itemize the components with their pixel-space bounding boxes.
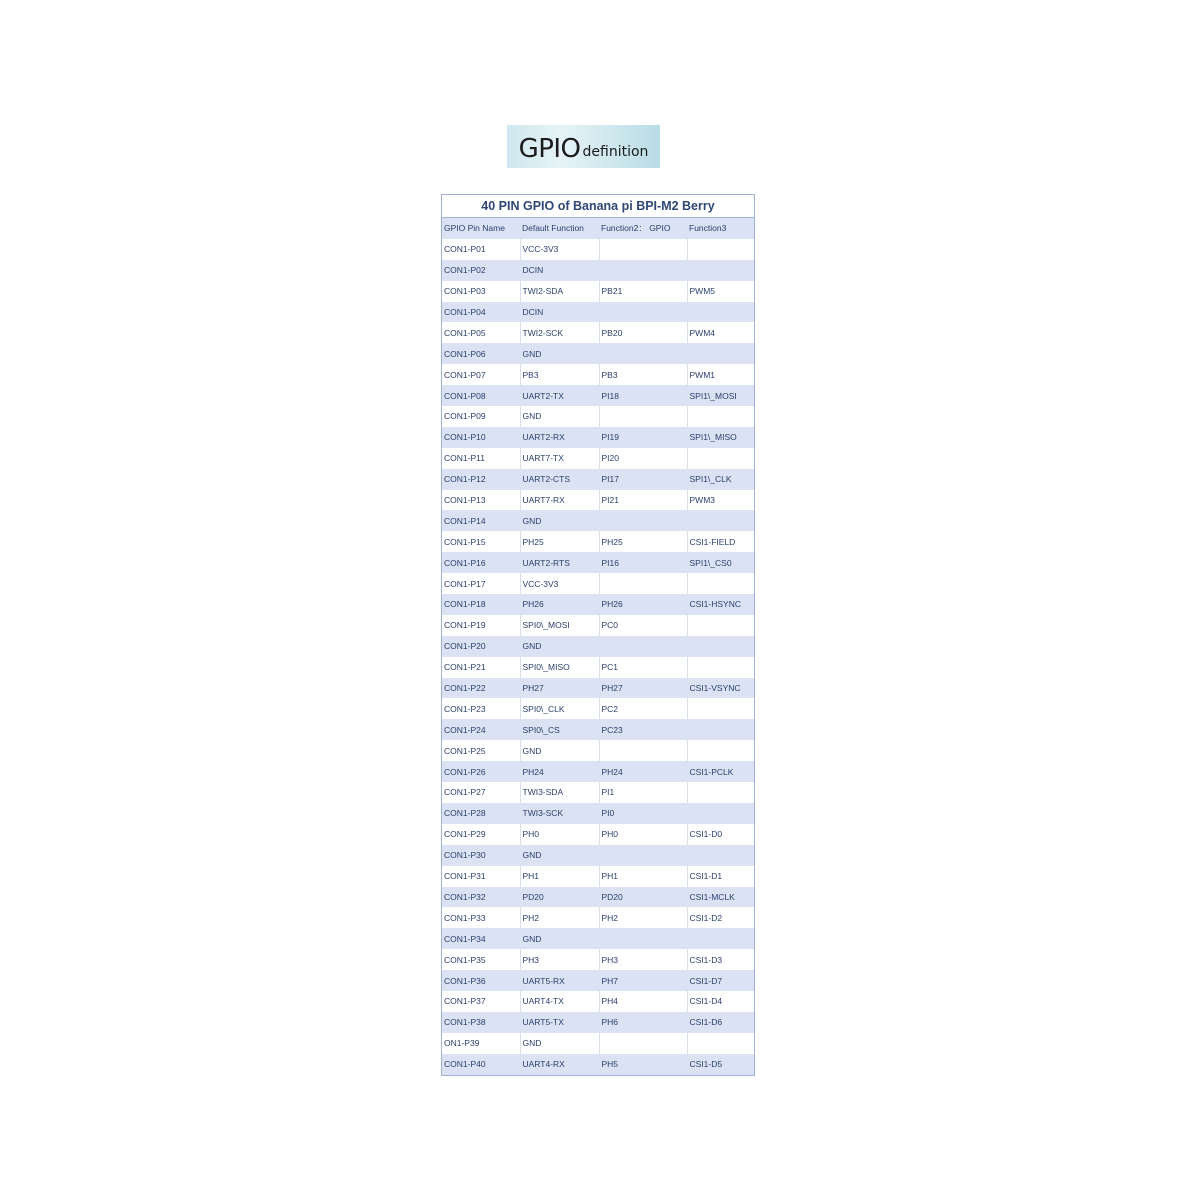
- function3-cell: [687, 302, 754, 323]
- pin-name-cell: CON1-P17: [442, 573, 520, 594]
- default-function-cell: GND: [520, 636, 599, 657]
- pin-name-cell: CON1-P32: [442, 887, 520, 908]
- function3-cell: PWM5: [687, 281, 754, 302]
- table-row: [442, 406, 754, 427]
- default-function-cell: GND: [520, 740, 599, 761]
- default-function-cell: DCIN: [520, 302, 599, 323]
- table-row: [442, 678, 754, 699]
- default-function-cell: UART2-RX: [520, 427, 599, 448]
- function2-cell: PB21: [599, 281, 687, 302]
- function3-cell: CSI1-MCLK: [687, 887, 754, 908]
- pin-name-cell: CON1-P34: [442, 928, 520, 949]
- function2-cell: [599, 406, 687, 427]
- pin-name-cell: CON1-P18: [442, 594, 520, 615]
- pin-name-cell: CON1-P24: [442, 719, 520, 740]
- function3-cell: [687, 740, 754, 761]
- function3-cell: CSI1-D4: [687, 991, 754, 1012]
- function3-cell: CSI1-D2: [687, 907, 754, 928]
- table-row: [442, 385, 754, 406]
- table-body: [442, 239, 754, 1075]
- pin-name-cell: CON1-P30: [442, 845, 520, 866]
- pin-name-cell: CON1-P04: [442, 302, 520, 323]
- pin-name-cell: CON1-P05: [442, 322, 520, 343]
- function2-cell: PH1: [599, 866, 687, 887]
- function2-cell: PI21: [599, 490, 687, 511]
- pin-name-cell: CON1-P25: [442, 740, 520, 761]
- function2-cell: PI0: [599, 803, 687, 824]
- table-row: [442, 991, 754, 1012]
- function3-cell: [687, 782, 754, 803]
- function2-cell: PI1: [599, 782, 687, 803]
- function3-cell: [687, 928, 754, 949]
- default-function-cell: UART2-TX: [520, 385, 599, 406]
- default-function-cell: PB3: [520, 364, 599, 385]
- pin-name-cell: CON1-P03: [442, 281, 520, 302]
- pin-name-cell: CON1-P31: [442, 866, 520, 887]
- table-row: [442, 594, 754, 615]
- function3-cell: [687, 510, 754, 531]
- header-function3: Function3: [687, 218, 754, 239]
- function3-cell: [687, 448, 754, 469]
- default-function-cell: PH0: [520, 824, 599, 845]
- table-row: [442, 490, 754, 511]
- table-row: [442, 615, 754, 636]
- function2-cell: PH6: [599, 1012, 687, 1033]
- table-row: [442, 824, 754, 845]
- default-function-cell: TWI2-SCK: [520, 322, 599, 343]
- header-pin-name: GPIO Pin Name: [442, 218, 520, 239]
- default-function-cell: PH1: [520, 866, 599, 887]
- function3-cell: [687, 845, 754, 866]
- function2-cell: [599, 260, 687, 281]
- default-function-cell: PH24: [520, 761, 599, 782]
- function3-cell: [687, 657, 754, 678]
- default-function-cell: PH26: [520, 594, 599, 615]
- table-row: [442, 469, 754, 490]
- function2-cell: PC23: [599, 719, 687, 740]
- function2-cell: [599, 573, 687, 594]
- function2-cell: PH0: [599, 824, 687, 845]
- table-row: [442, 343, 754, 364]
- default-function-cell: PH3: [520, 949, 599, 970]
- table-row: [442, 657, 754, 678]
- default-function-cell: UART4-RX: [520, 1054, 599, 1075]
- pin-name-cell: CON1-P37: [442, 991, 520, 1012]
- function2-cell: PB3: [599, 364, 687, 385]
- table-row: [442, 364, 754, 385]
- banner-sub-text: definition: [582, 143, 649, 160]
- pin-name-cell: CON1-P13: [442, 490, 520, 511]
- function2-cell: [599, 239, 687, 260]
- default-function-cell: GND: [520, 343, 599, 364]
- function3-cell: PWM3: [687, 490, 754, 511]
- function3-cell: SPI1\_MOSI: [687, 385, 754, 406]
- default-function-cell: GND: [520, 845, 599, 866]
- table-row: [442, 510, 754, 531]
- pin-name-cell: ON1-P39: [442, 1033, 520, 1054]
- default-function-cell: TWI3-SCK: [520, 803, 599, 824]
- function3-cell: [687, 260, 754, 281]
- default-function-cell: PD20: [520, 887, 599, 908]
- pin-name-cell: CON1-P23: [442, 698, 520, 719]
- function3-cell: CSI1-PCLK: [687, 761, 754, 782]
- default-function-cell: GND: [520, 406, 599, 427]
- table-row: [442, 782, 754, 803]
- function2-cell: [599, 740, 687, 761]
- table-row: [442, 761, 754, 782]
- default-function-cell: SPI0\_CLK: [520, 698, 599, 719]
- function2-cell: PH24: [599, 761, 687, 782]
- default-function-cell: UART7-RX: [520, 490, 599, 511]
- table-row: [442, 531, 754, 552]
- table-row: [442, 1012, 754, 1033]
- table-row: [442, 928, 754, 949]
- pin-name-cell: CON1-P15: [442, 531, 520, 552]
- function2-cell: PH27: [599, 678, 687, 699]
- default-function-cell: TWI2-SDA: [520, 281, 599, 302]
- default-function-cell: UART2-RTS: [520, 552, 599, 573]
- default-function-cell: VCC-3V3: [520, 573, 599, 594]
- function3-cell: CSI1-D0: [687, 824, 754, 845]
- pin-name-cell: CON1-P33: [442, 907, 520, 928]
- pin-name-cell: CON1-P09: [442, 406, 520, 427]
- table-row: [442, 322, 754, 343]
- function3-cell: CSI1-HSYNC: [687, 594, 754, 615]
- function3-cell: SPI1\_MISO: [687, 427, 754, 448]
- default-function-cell: SPI0\_MOSI: [520, 615, 599, 636]
- pin-name-cell: CON1-P14: [442, 510, 520, 531]
- gpio-definition-banner: [507, 125, 660, 168]
- function3-cell: [687, 803, 754, 824]
- table-row: [442, 845, 754, 866]
- function2-cell: [599, 845, 687, 866]
- pin-name-cell: CON1-P10: [442, 427, 520, 448]
- function2-cell: PH26: [599, 594, 687, 615]
- table-row: [442, 1054, 754, 1075]
- function3-cell: CSI1-D5: [687, 1054, 754, 1075]
- function2-cell: [599, 343, 687, 364]
- pin-name-cell: CON1-P35: [442, 949, 520, 970]
- default-function-cell: GND: [520, 510, 599, 531]
- function2-cell: PI19: [599, 427, 687, 448]
- header-default-function: Default Function: [520, 218, 599, 239]
- default-function-cell: GND: [520, 928, 599, 949]
- function2-cell: PH7: [599, 970, 687, 991]
- table-row: [442, 740, 754, 761]
- table-row: [442, 1033, 754, 1054]
- function3-cell: SPI1\_CS0: [687, 552, 754, 573]
- function3-cell: [687, 573, 754, 594]
- header-function2-gpio: Function2： GPIO: [599, 218, 687, 239]
- pin-name-cell: CON1-P12: [442, 469, 520, 490]
- default-function-cell: SPI0\_MISO: [520, 657, 599, 678]
- function2-cell: [599, 510, 687, 531]
- function2-cell: PC1: [599, 657, 687, 678]
- function3-cell: [687, 1033, 754, 1054]
- function3-cell: [687, 698, 754, 719]
- function3-cell: CSI1-VSYNC: [687, 678, 754, 699]
- gpio-table: [442, 218, 754, 1075]
- function3-cell: PWM1: [687, 364, 754, 385]
- function2-cell: PC0: [599, 615, 687, 636]
- table-row: [442, 427, 754, 448]
- function2-cell: [599, 302, 687, 323]
- default-function-cell: DCIN: [520, 260, 599, 281]
- function2-cell: PD20: [599, 887, 687, 908]
- function3-cell: [687, 636, 754, 657]
- pin-name-cell: CON1-P22: [442, 678, 520, 699]
- table-row: [442, 719, 754, 740]
- function3-cell: [687, 615, 754, 636]
- function2-cell: PH5: [599, 1054, 687, 1075]
- function2-cell: PI17: [599, 469, 687, 490]
- banner-main-text: GPIO: [518, 133, 581, 164]
- function3-cell: CSI1-D3: [687, 949, 754, 970]
- default-function-cell: TWI3-SDA: [520, 782, 599, 803]
- pin-name-cell: CON1-P06: [442, 343, 520, 364]
- table-row: [442, 573, 754, 594]
- pin-name-cell: CON1-P07: [442, 364, 520, 385]
- default-function-cell: UART2-CTS: [520, 469, 599, 490]
- function3-cell: [687, 719, 754, 740]
- table-row: [442, 887, 754, 908]
- function3-cell: [687, 239, 754, 260]
- table-row: [442, 281, 754, 302]
- default-function-cell: VCC-3V3: [520, 239, 599, 260]
- function2-cell: PH3: [599, 949, 687, 970]
- pin-name-cell: CON1-P11: [442, 448, 520, 469]
- function2-cell: PH2: [599, 907, 687, 928]
- pin-name-cell: CON1-P29: [442, 824, 520, 845]
- table-header-row: [442, 218, 754, 239]
- default-function-cell: PH27: [520, 678, 599, 699]
- pin-name-cell: CON1-P26: [442, 761, 520, 782]
- pin-name-cell: CON1-P20: [442, 636, 520, 657]
- default-function-cell: UART4-TX: [520, 991, 599, 1012]
- table-row: [442, 552, 754, 573]
- table-title: 40 PIN GPIO of Banana pi BPI-M2 Berry: [442, 195, 754, 218]
- function3-cell: CSI1-D7: [687, 970, 754, 991]
- function3-cell: [687, 343, 754, 364]
- pin-name-cell: CON1-P27: [442, 782, 520, 803]
- table-row: [442, 260, 754, 281]
- pin-name-cell: CON1-P28: [442, 803, 520, 824]
- pin-name-cell: CON1-P38: [442, 1012, 520, 1033]
- pin-name-cell: CON1-P19: [442, 615, 520, 636]
- pin-name-cell: CON1-P01: [442, 239, 520, 260]
- function3-cell: CSI1-D6: [687, 1012, 754, 1033]
- gpio-table-container: [441, 194, 755, 1076]
- table-row: [442, 448, 754, 469]
- table-row: [442, 636, 754, 657]
- table-row: [442, 949, 754, 970]
- function2-cell: PI20: [599, 448, 687, 469]
- function2-cell: [599, 1033, 687, 1054]
- function3-cell: CSI1-FIELD: [687, 531, 754, 552]
- table-row: [442, 698, 754, 719]
- table-row: [442, 239, 754, 260]
- function2-cell: PB20: [599, 322, 687, 343]
- table-row: [442, 970, 754, 991]
- table-row: [442, 866, 754, 887]
- function3-cell: [687, 406, 754, 427]
- table-row: [442, 907, 754, 928]
- pin-name-cell: CON1-P02: [442, 260, 520, 281]
- default-function-cell: SPI0\_CS: [520, 719, 599, 740]
- pin-name-cell: CON1-P16: [442, 552, 520, 573]
- function2-cell: PH4: [599, 991, 687, 1012]
- function2-cell: PH25: [599, 531, 687, 552]
- pin-name-cell: CON1-P36: [442, 970, 520, 991]
- default-function-cell: UART7-TX: [520, 448, 599, 469]
- default-function-cell: PH25: [520, 531, 599, 552]
- default-function-cell: UART5-TX: [520, 1012, 599, 1033]
- table-row: [442, 803, 754, 824]
- pin-name-cell: CON1-P40: [442, 1054, 520, 1075]
- default-function-cell: GND: [520, 1033, 599, 1054]
- pin-name-cell: CON1-P21: [442, 657, 520, 678]
- function2-cell: PC2: [599, 698, 687, 719]
- default-function-cell: UART5-RX: [520, 970, 599, 991]
- function3-cell: CSI1-D1: [687, 866, 754, 887]
- table-row: [442, 302, 754, 323]
- function2-cell: PI16: [599, 552, 687, 573]
- function2-cell: PI18: [599, 385, 687, 406]
- default-function-cell: PH2: [520, 907, 599, 928]
- function3-cell: SPI1\_CLK: [687, 469, 754, 490]
- pin-name-cell: CON1-P08: [442, 385, 520, 406]
- function2-cell: [599, 928, 687, 949]
- function3-cell: PWM4: [687, 322, 754, 343]
- function2-cell: [599, 636, 687, 657]
